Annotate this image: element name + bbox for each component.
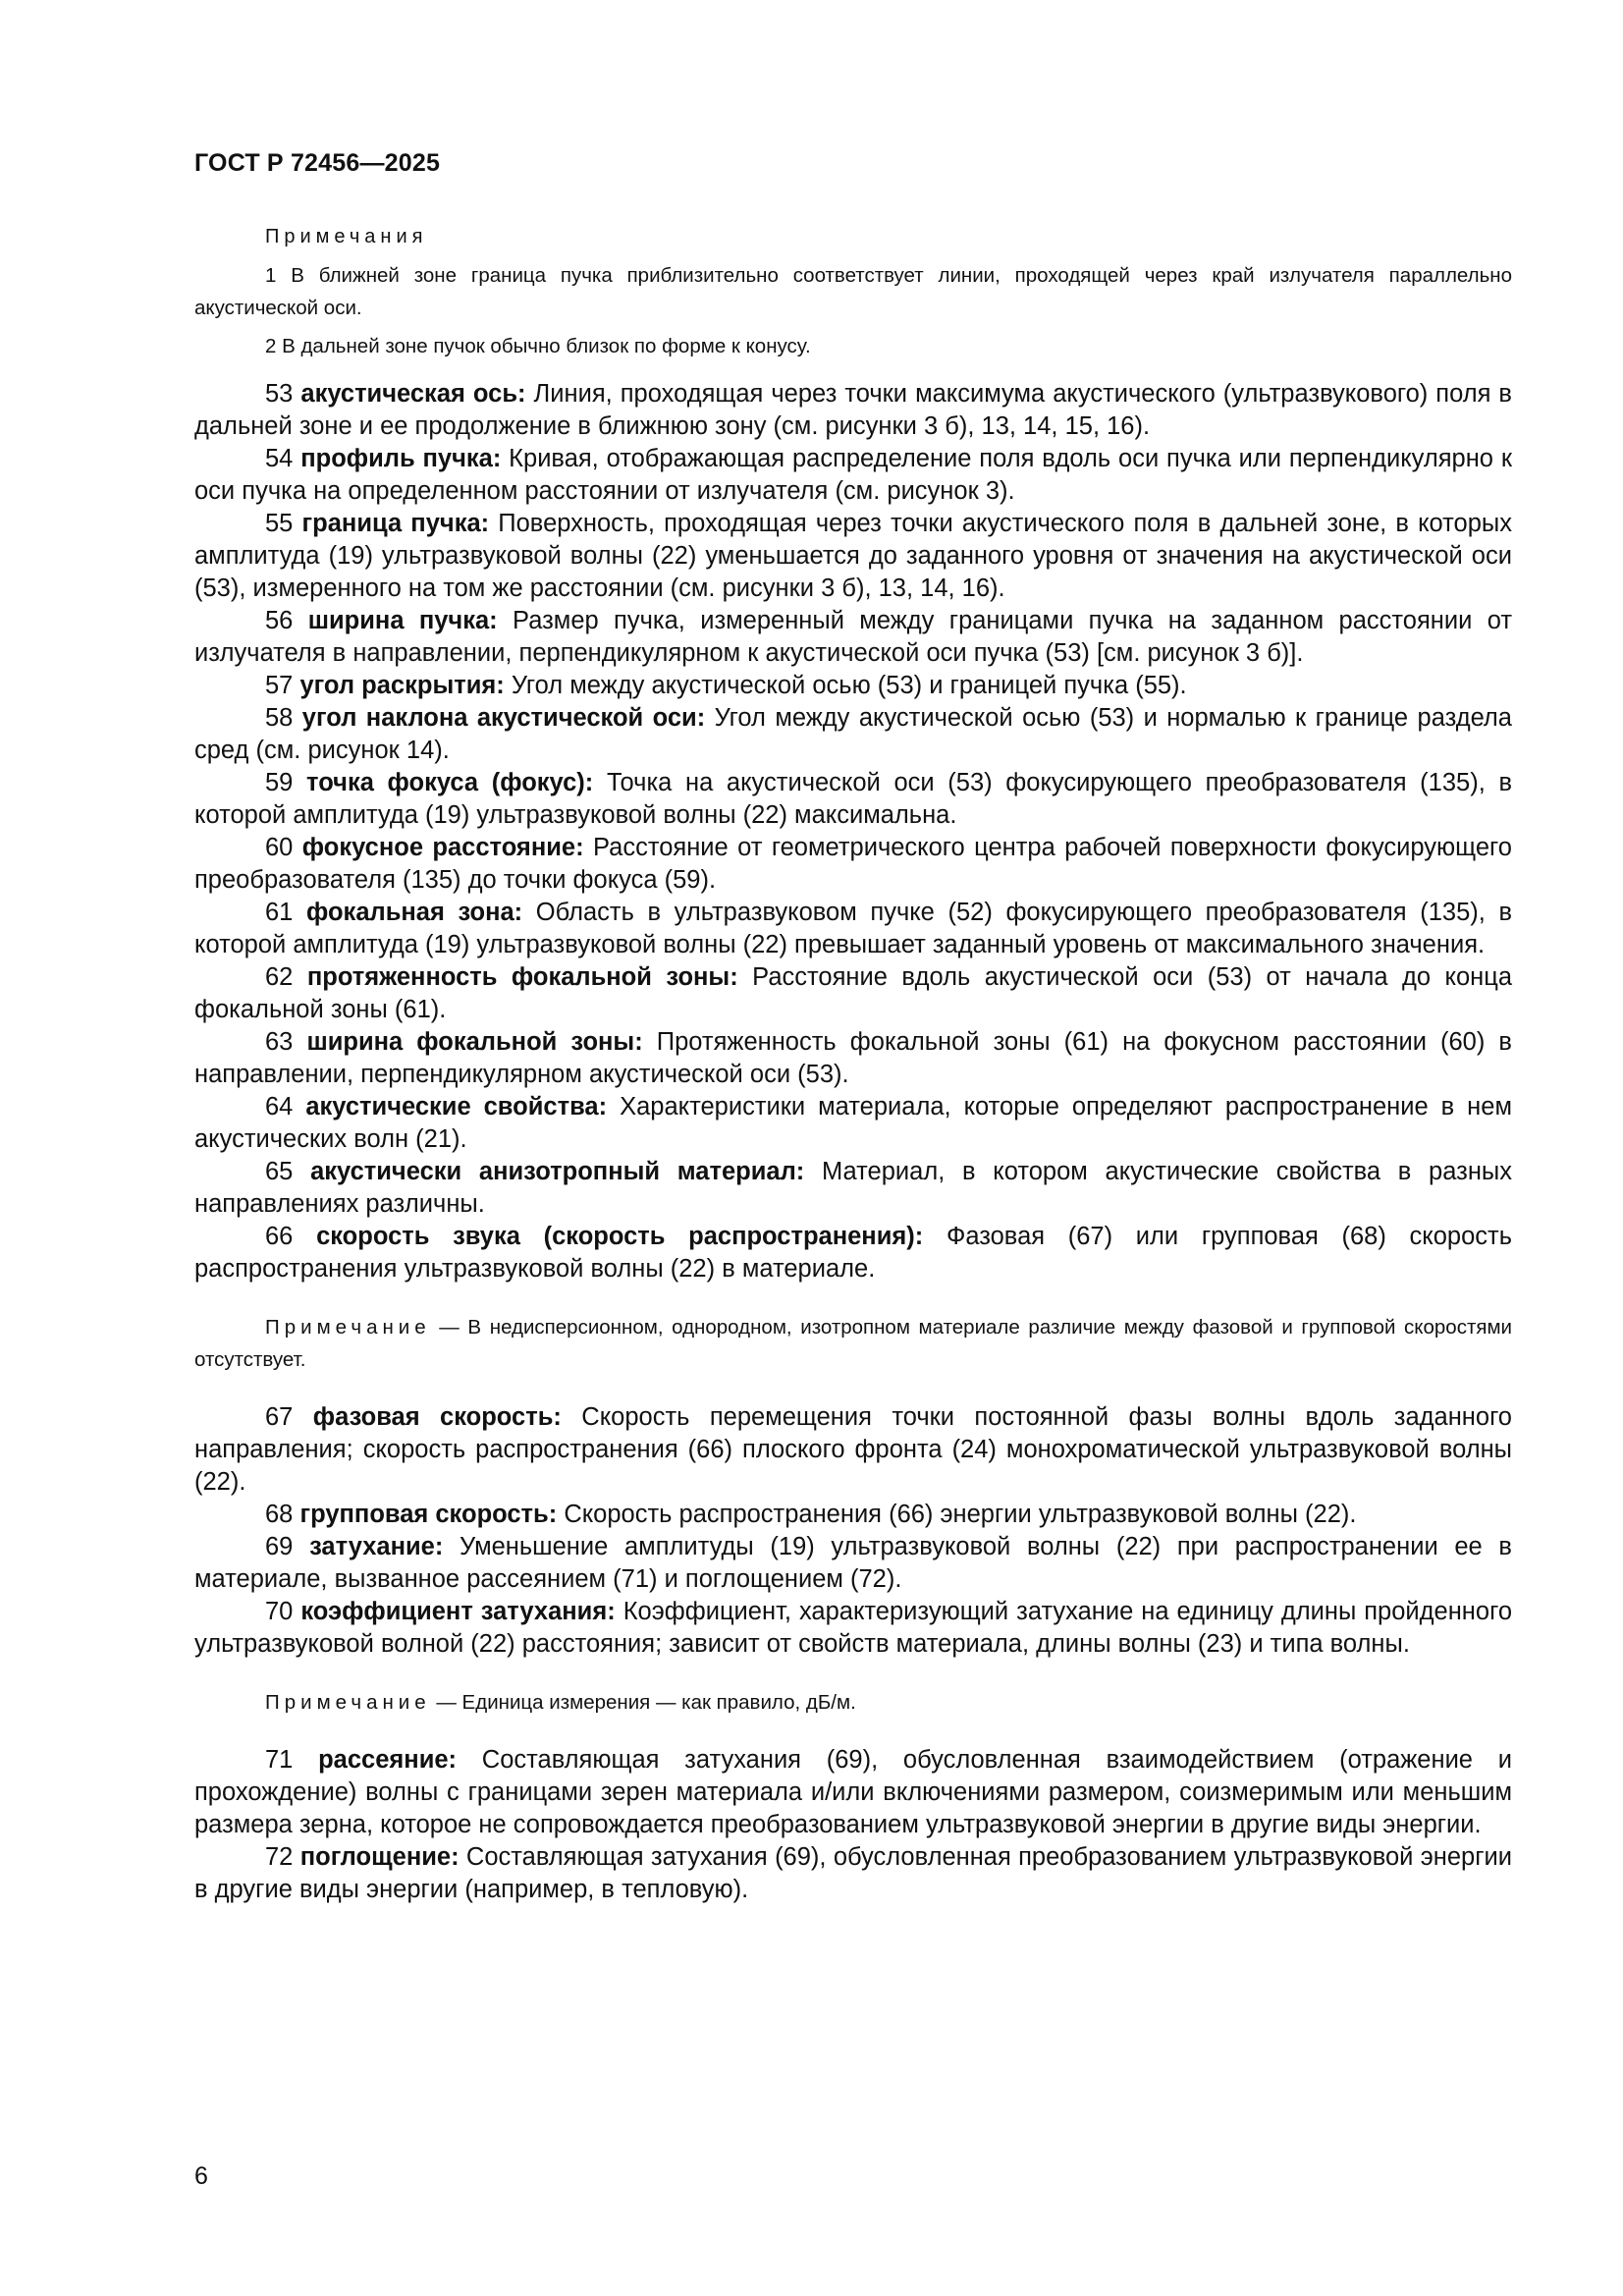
entry-number: 55 [265, 510, 294, 537]
note-label: Примечание [265, 1316, 431, 1339]
entry-term: протяженность фокальной зоны: [306, 963, 738, 991]
entry-definition: Характеристики материала, которые определяют распространение в нем акустических волн (21). [194, 1093, 1512, 1153]
note-text: — В недисперсионном, однородном, изотропном материале различие между фазовой и групповой скоростями отсутствует. [194, 1316, 1512, 1371]
entry-term: поглощение: [299, 1843, 460, 1871]
entry-number: 63 [265, 1028, 294, 1056]
entry-term: акустически анизотропный материал: [310, 1158, 805, 1185]
entry-term: групповая скорость: [299, 1501, 558, 1528]
entry-number: 67 [265, 1403, 294, 1431]
notes-heading: Примечания [265, 226, 428, 247]
entry-definition: Расстояние от геометрического центра рабочей поверхности фокусирующего преобразователя (135) до точки фокуса (59). [194, 834, 1512, 894]
term-entry-53 [194, 378, 1512, 443]
term-entry-68 [194, 1499, 1512, 1531]
entry-term: фокусное расстояние: [301, 834, 584, 861]
document-body [194, 224, 1512, 1906]
term-entry-58 [194, 702, 1512, 767]
term-entry-61 [194, 897, 1512, 961]
entry-definition: Протяженность фокальной зоны (61) на фокусном расстоянии (60) в направлении, перпендикулярном акустической оси (53). [194, 1028, 1512, 1088]
term-entry-71 [194, 1744, 1512, 1841]
entry-number: 69 [265, 1533, 294, 1560]
entry-number: 72 [265, 1843, 294, 1871]
entry-definition: Уменьшение амплитуды (19) ультразвуковой волны (22) при распространении ее в материале, вызванное рассеянием (71) и поглощением (72). [194, 1533, 1512, 1593]
entry-definition: Размер пучка, измеренный между границами пучка на заданном расстоянии от излучателя в направлении, перпендикулярном к акустической оси пучка (53) [см. рисунок 3 б)]. [194, 607, 1513, 667]
entry-number: 64 [265, 1093, 294, 1121]
page-number: 6 [194, 2162, 208, 2190]
entry-definition: Линия, проходящая через точки максимума акустического (ультразвукового) поля в дальней зоне и ее продолжение в ближнюю зону (см. рисунки 3 б), 13, 14, 15, 16). [194, 380, 1512, 440]
term-entries-group-3 [194, 1744, 1512, 1906]
term-entry-60 [194, 832, 1512, 897]
term-entry-54 [194, 443, 1512, 508]
entry-number: 65 [265, 1158, 294, 1185]
entry-number: 68 [265, 1501, 294, 1528]
note-item: 2 В дальней зоне пучок обычно близок по форме к конусу. [265, 335, 811, 357]
note-66 [194, 1311, 1512, 1376]
entry-number: 66 [265, 1223, 294, 1250]
entry-definition: Материал, в котором акустические свойства в разных направлениях различны. [194, 1158, 1512, 1218]
note-text: — Единица измерения — как правило, дБ/м. [436, 1691, 856, 1714]
entry-number: 58 [265, 704, 294, 732]
term-entry-57 [194, 670, 1512, 702]
term-entry-70 [194, 1596, 1512, 1661]
entry-definition: Угол между акустической осью (53) и нормалью к границе раздела сред (см. рисунок 14). [194, 704, 1512, 764]
term-entries-group-1 [194, 378, 1512, 1285]
document-id-header: ГОСТ Р 72456—2025 [194, 149, 441, 177]
entry-definition: Составляющая затухания (69), обусловленная преобразованием ультразвуковой энергии в другие виды энергии (например, в тепловую). [194, 1843, 1513, 1903]
entry-number: 57 [265, 672, 294, 699]
entry-term: рассеяние: [318, 1746, 458, 1774]
term-entry-59 [194, 767, 1512, 832]
term-entry-67 [194, 1401, 1512, 1499]
term-entry-56 [194, 605, 1512, 670]
term-entry-66 [194, 1221, 1512, 1285]
entry-definition: Коэффициент, характеризующий затухание на единицу длины пройденного ультразвуковой волной (22) расстояния; зависит от свойств материала, длины волны (23) и типа волны. [194, 1598, 1512, 1658]
entry-term: затухание: [309, 1533, 444, 1560]
entry-definition: Область в ультразвуковом пучке (52) фокусирующего преобразователя (135), в которой амплитуда (19) ультразвуковой волны (22) превышает заданный уровень от максимального значения. [194, 899, 1512, 958]
entry-term: угол раскрытия: [299, 672, 505, 699]
entry-definition: Точка на акустической оси (53) фокусирующего преобразователя (135), в которой амплитуда (19) ультразвуковой волны (22) максимальна. [194, 769, 1512, 829]
entry-number: 59 [265, 769, 294, 796]
term-entries-group-2 [194, 1401, 1512, 1661]
entry-definition: Скорость перемещения точки постоянной фазы волны вдоль заданного направления; скорость распространения (66) плоского фронта (24) монохроматической ультразвуковой волны (22). [194, 1403, 1512, 1496]
entry-term: акустические свойства: [305, 1093, 608, 1121]
entry-number: 62 [265, 963, 294, 991]
entry-term: ширина фокальной зоны: [306, 1028, 643, 1056]
entry-term: коэффициент затухания: [300, 1598, 616, 1625]
entry-definition: Поверхность, проходящая через точки акустического поля в дальней зоне, в которых амплитуда (19) ультразвуковой волны (22) уменьшается до заданного уровня от значения на акустической оси (53), измеренного на том же расстоянии (см. рисунки 3 б), 13, 14, 16). [194, 510, 1513, 602]
entry-term: скорость звука (скорость распространения): [316, 1223, 924, 1250]
entry-number: 56 [265, 607, 294, 634]
entry-number: 60 [265, 834, 294, 861]
entry-term: фазовая скорость: [312, 1403, 562, 1431]
entry-number: 70 [265, 1598, 294, 1625]
entry-term: акустическая ось: [300, 380, 526, 408]
entry-definition: Составляющая затухания (69), обусловленная взаимодействием (отражение и прохождение) волны с границами зерен материала и/или включениями размером, соизмеримым или меньшим размера зерна, которое не сопровождается преобразованием ультразвуковой энергии в другие виды энергии. [194, 1746, 1512, 1838]
term-entry-63 [194, 1026, 1512, 1091]
entry-term: профиль пучка: [300, 445, 502, 472]
note-label: Примечание [265, 1691, 431, 1714]
note-item: 1 В ближней зоне граница пучка приблизительно соответствует линии, проходящей через край излучателя параллельно акустической оси. [194, 264, 1512, 319]
entry-definition: Угол между акустической осью (53) и границей пучка (55). [511, 672, 1187, 699]
entry-number: 54 [265, 445, 294, 472]
entry-definition: Кривая, отображающая распределение поля вдоль оси пучка или перпендикулярно к оси пучка на определенном расстоянии от излучателя (см. рисунок 3). [194, 445, 1512, 505]
entry-number: 71 [265, 1746, 294, 1774]
entry-term: граница пучка: [301, 510, 490, 537]
entry-definition: Фазовая (67) или групповая (68) скорость распространения ультразвуковой волны (22) в материале. [194, 1223, 1512, 1283]
term-entry-62 [194, 961, 1512, 1026]
entry-term: точка фокуса (фокус): [306, 769, 594, 796]
term-entry-64 [194, 1091, 1512, 1156]
entry-term: угол наклона акустической оси: [301, 704, 706, 732]
note-70 [194, 1686, 1512, 1719]
term-entry-72 [194, 1841, 1512, 1906]
entry-definition: Расстояние вдоль акустической оси (53) от начала до конца фокальной зоны (61). [194, 963, 1512, 1023]
term-entry-55 [194, 508, 1512, 605]
entry-term: ширина пучка: [307, 607, 498, 634]
term-entry-65 [194, 1156, 1512, 1221]
entry-definition: Скорость распространения (66) энергии ультразвуковой волны (22). [564, 1501, 1357, 1528]
term-entry-69 [194, 1531, 1512, 1596]
entry-number: 53 [265, 380, 294, 408]
entry-number: 61 [265, 899, 294, 926]
entry-term: фокальная зона: [306, 899, 523, 926]
